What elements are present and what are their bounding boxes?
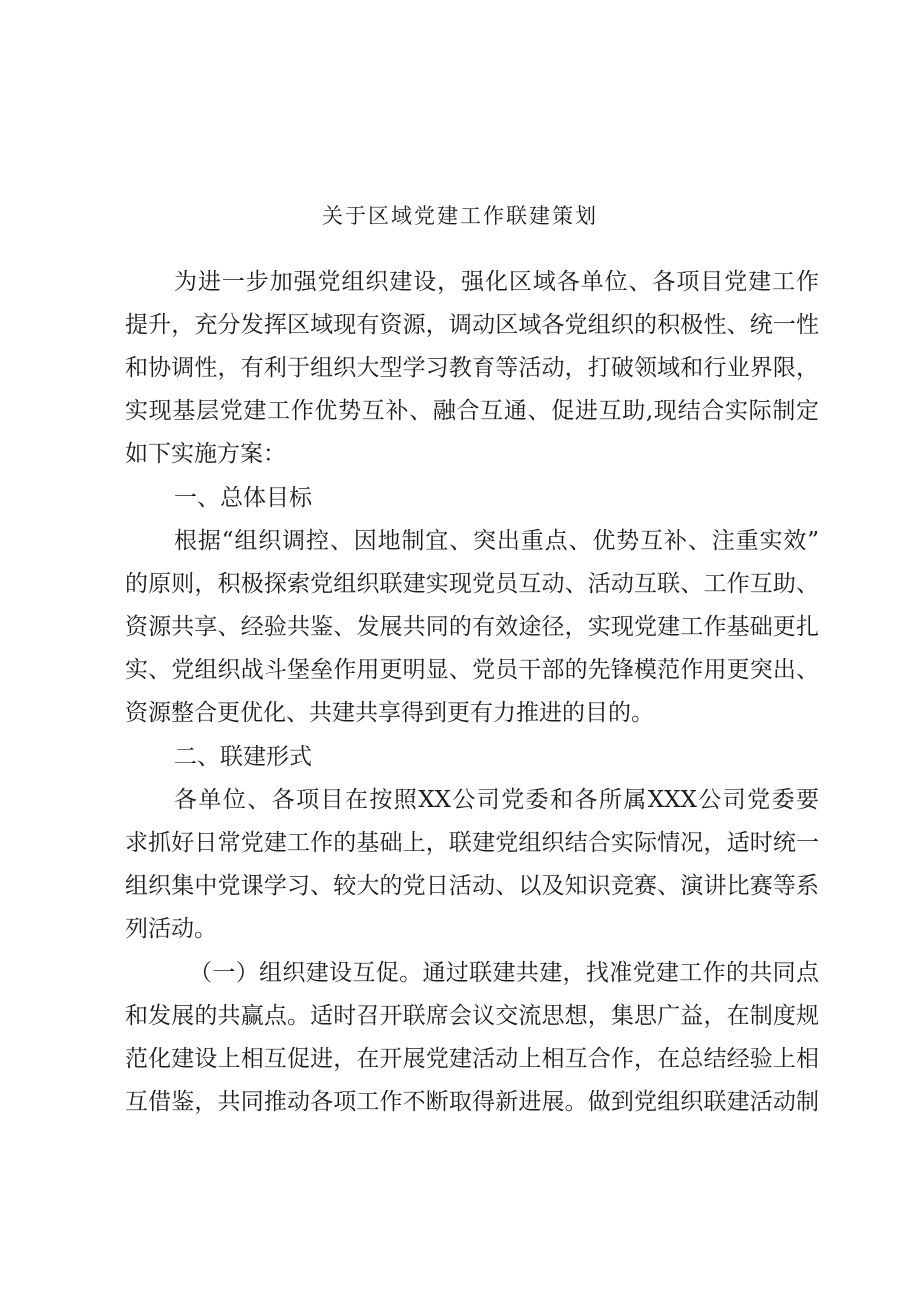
paragraph-line: 范化建设上相互促进，在开展党建活动上相互合作，在总结经验上相 xyxy=(125,1046,819,1072)
paragraph-line: 提升，充分发挥区域现有资源，调动区域各党组织的积极性、统一性 xyxy=(125,312,819,338)
paragraph-line: 组织集中党课学习、较大的党日活动、以及知识竞赛、演讲比赛等系 xyxy=(125,873,819,899)
paragraph-line: 根据“组织调控、因地制宜、突出重点、优势互补、注重实效” xyxy=(174,528,819,554)
section-heading: 一、总体目标 xyxy=(174,485,312,511)
paragraph-line: 的原则，积极探索党组织联建实现党员互动、活动互联、工作互助、 xyxy=(125,571,819,597)
paragraph-line: 资源共享、经验共鉴、发展共同的有效途径，实现党建工作基础更扎 xyxy=(125,614,819,640)
paragraph-line: 求抓好日常党建工作的基础上，联建党组织结合实际情况，适时统一 xyxy=(125,830,819,856)
paragraph-line: 为进一步加强党组织建设，强化区域各单位、各项目党建工作 xyxy=(174,269,819,295)
paragraph-line: 互借鉴，共同推动各项工作不断取得新进展。做到党组织联建活动制 xyxy=(125,1089,819,1115)
paragraph-line: 如下实施方案： xyxy=(125,441,286,467)
paragraph-line: 实、党组织战斗堡垒作用更明显、党员干部的先锋模范作用更突出、 xyxy=(125,657,819,683)
document-title: 关于区域党建工作联建策划 xyxy=(322,204,598,228)
paragraph-line: 资源整合更优化、共建共享得到更有力推进的目的。 xyxy=(125,700,654,726)
paragraph-line: 实现基层党建工作优势互补、融合互通、促进互助,现结合实际制定 xyxy=(125,398,819,424)
paragraph-line: 和发展的共赢点。适时召开联席会议交流思想，集思广益，在制度规 xyxy=(125,1003,819,1029)
section-heading: 二、联建形式 xyxy=(174,744,312,770)
paragraph-line: （一）组织建设互促。通过联建共建，找准党建工作的共同点 xyxy=(189,960,819,986)
paragraph-line: 各单位、各项目在按照XX公司党委和各所属XXX公司党委要 xyxy=(174,787,819,813)
paragraph-line: 和协调性，有利于组织大型学习教育等活动，打破领域和行业界限， xyxy=(125,355,819,381)
paragraph-line: 列活动。 xyxy=(125,916,217,942)
